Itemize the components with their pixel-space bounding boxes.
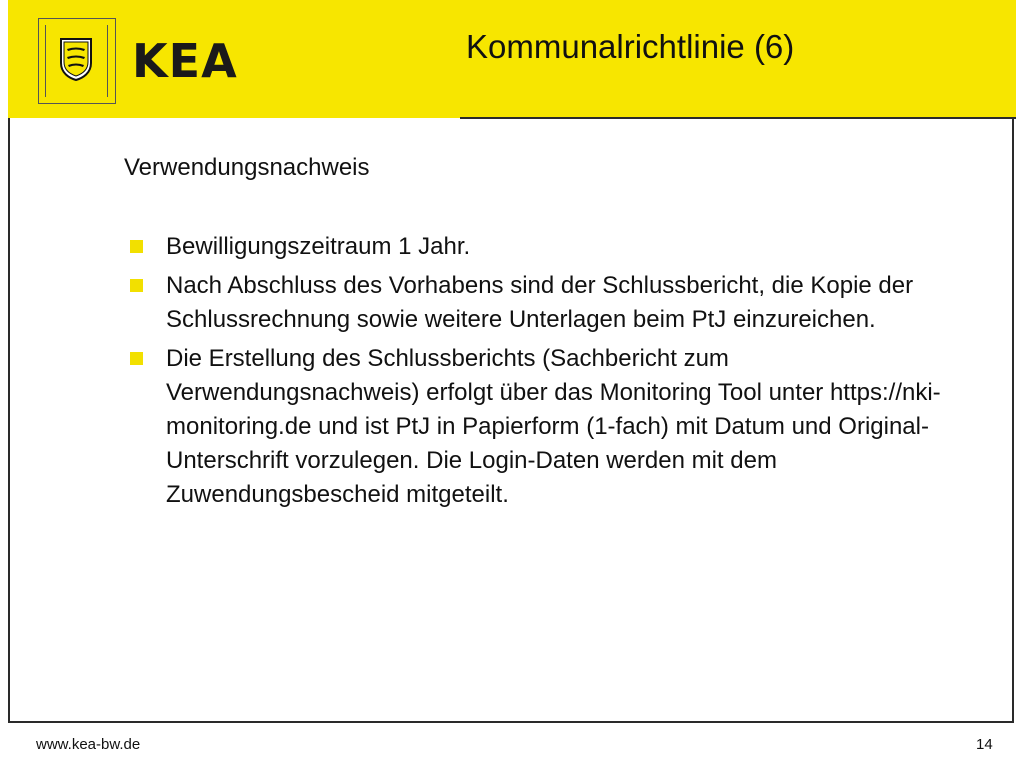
section-heading: Verwendungsnachweis: [124, 154, 370, 181]
bullet-text: Bewilligungszeitraum 1 Jahr.: [166, 233, 471, 260]
page-title: Kommunalrichtlinie (6): [466, 28, 795, 65]
square-bullet-icon: [130, 240, 143, 253]
logo-frame-line: [45, 25, 46, 97]
footer-website-link[interactable]: www.kea-bw.de: [36, 736, 141, 753]
square-bullet-icon: [130, 279, 143, 292]
bullet-text: Die Erstellung des Schlussberichts (Sachbericht zum Verwendungsnachweis) erfolgt über das Monitoring Tool unter https://nki-monitoring.de und ist PtJ in Papierform (1-fach) mit Datum und Original-Unterschrift vorzulegen. Die Login-Daten werden mit dem Zuwendungsbescheid mitgeteilt.: [166, 345, 941, 508]
coat-of-arms-icon: [59, 37, 93, 81]
kea-logo: [38, 18, 116, 104]
bullet-text: Nach Abschluss des Vorhabens sind der Schlussbericht, die Kopie der Schlussrechnung sowie weitere Unterlagen beim PtJ einzureichen.: [166, 272, 914, 333]
logo-frame-line: [107, 25, 108, 97]
bullet-item: [124, 342, 964, 512]
logo-wordmark: KEA: [132, 34, 238, 88]
bullet-list: [124, 230, 964, 517]
bullet-item: [124, 230, 964, 264]
square-bullet-icon: [130, 352, 143, 365]
page-number: 14: [976, 736, 993, 753]
bullet-item: [124, 269, 964, 337]
